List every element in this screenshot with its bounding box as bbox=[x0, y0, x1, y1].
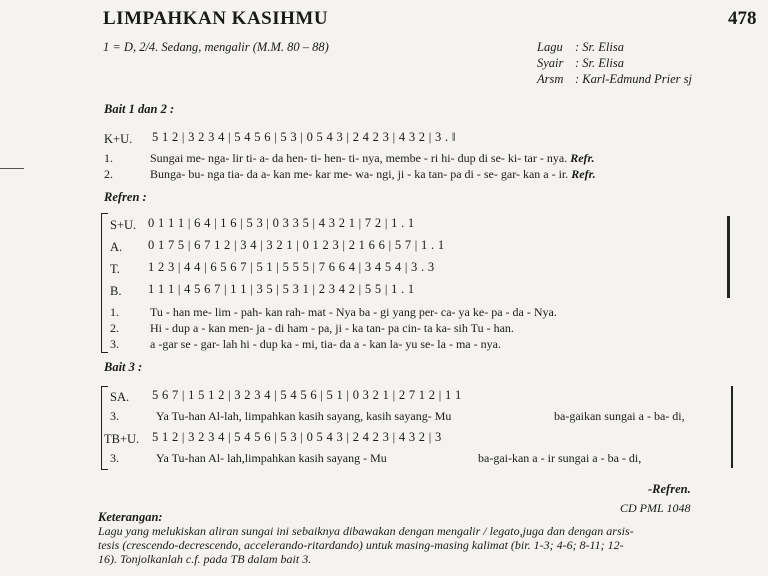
lyric-num: 2. bbox=[104, 167, 113, 181]
lyric-text: Sungai me- nga- lir ti- a- da hen- ti- hen- ti- nya, membe - ri hi- dup di se- ki- tar - nya. bbox=[150, 151, 568, 165]
voice-notes-a: 0 1 7 5 | 6 7 1 2 | 3 4 | 3 2 1 | 0 1 2 3 | 2 1 6 6 | 5 7 | 1 . 1 bbox=[148, 238, 445, 252]
keterangan-line: tesis (crescendo-decrescendo, accelerando-ritardando) untuk masing-masing kalimat (bir. 1-3; 4-6; 8-11; 12- bbox=[98, 538, 624, 552]
refren-final-bar bbox=[727, 216, 730, 298]
keterangan-body bbox=[98, 524, 634, 566]
refren-system-bracket bbox=[101, 213, 108, 353]
bait3-lyric-tb bbox=[110, 451, 387, 466]
credit-arsm bbox=[537, 72, 692, 87]
bait12-voice-label: K+U. bbox=[104, 132, 133, 146]
credit-lagu bbox=[537, 40, 624, 55]
voice-notes-t: 1 2 3 | 4 4 | 6 5 6 7 | 5 1 | 5 5 5 | 7 6 6 4 | 3 4 5 4 | 3 . 3 bbox=[148, 260, 435, 274]
voice-label-su: S+U. bbox=[110, 218, 137, 232]
credit-syair bbox=[537, 56, 624, 71]
lyric-text: Hi - dup a - kan men- ja - di ham - pa, ji - ka tan- pa cin- ta ka- sih Tu - han. bbox=[150, 321, 514, 335]
refren-lyric-1 bbox=[110, 305, 557, 320]
bait3-heading: Bait 3 : bbox=[104, 360, 143, 374]
lyric-text: Ya Tu-han Al-lah, limpahkan kasih sayang, kasih sayang- Mu bbox=[156, 409, 452, 423]
lyric-text: Tu - han me- lim - pah- kan rah- mat - Nya ba - gi yang per- ca- ya ke- pa - da - Nya. bbox=[150, 305, 557, 319]
page-number: 478 bbox=[728, 8, 757, 29]
lyric-num: 3. bbox=[110, 409, 119, 423]
voice-label-b: B. bbox=[110, 284, 122, 298]
lyric-num: 3. bbox=[110, 451, 119, 465]
bait12-notes: 5 1 2 | 3 2 3 4 | 5 4 5 6 | 5 3 | 0 5 4 3 | 2 4 2 3 | 4 3 2 | 3 . ‖ bbox=[152, 130, 456, 144]
credit-key: Lagu bbox=[537, 40, 563, 54]
voice-label-tb: TB+U. bbox=[104, 432, 140, 446]
refren-lyric-2 bbox=[110, 321, 514, 336]
voice-notes-su: 0 1 1 1 | 6 4 | 1 6 | 5 3 | 0 3 3 5 | 4 3 2 1 | 7 2 | 1 . 1 bbox=[148, 216, 415, 230]
lyric-num: 2. bbox=[110, 321, 119, 335]
lyric-text: Ya Tu-han Al- lah,limpahkan kasih sayang - Mu bbox=[156, 451, 387, 465]
keterangan-line: Lagu yang melukiskan aliran sungai ini sebaiknya dibawakan dengan mengalir / legato,juga dan dengan arsis- bbox=[98, 524, 634, 538]
refren-lyric-3 bbox=[110, 337, 501, 352]
margin-mark bbox=[0, 168, 24, 169]
keterangan-line: 16). Tonjolkanlah c.f. pada TB dalam bait 3. bbox=[98, 552, 312, 566]
bait3-lyric-sa bbox=[110, 409, 451, 424]
cd-code: CD PML 1048 bbox=[620, 501, 691, 515]
bait3-system-bracket bbox=[101, 386, 108, 470]
lyric-num: 1. bbox=[104, 151, 113, 165]
lyric-num: 3. bbox=[110, 337, 119, 351]
refr-mark: Refr. bbox=[570, 151, 595, 165]
voice-notes-sa: 5 6 7 | 1 5 1 2 | 3 2 3 4 | 5 4 5 6 | 5 1 | 0 3 2 1 | 2 7 1 2 | 1 1 bbox=[152, 388, 462, 402]
voice-label-sa: SA. bbox=[110, 390, 130, 404]
song-title: LIMPAHKAN KASIHMU bbox=[103, 8, 329, 29]
bait12-heading: Bait 1 dan 2 : bbox=[104, 102, 175, 116]
credit-key: Arsm bbox=[537, 72, 564, 86]
credit-value: : Sr. Elisa bbox=[575, 40, 624, 54]
voice-notes-tb: 5 1 2 | 3 2 3 4 | 5 4 5 6 | 5 3 | 0 5 4 3 | 2 4 2 3 | 4 3 2 | 3 bbox=[152, 430, 442, 444]
bait3-lyric-sa-cont: ba-gaikan sungai a - ba- di, bbox=[554, 409, 685, 423]
bait3-end-bar bbox=[731, 386, 733, 468]
lyric-text: Bunga- bu- nga tia- da a- kan me- kar me- wa- ngi, ji - ka tan- pa di - se- gar- kan a - ir. bbox=[150, 167, 569, 181]
credit-value: : Sr. Elisa bbox=[575, 56, 624, 70]
voice-label-a: A. bbox=[110, 240, 123, 254]
refren-heading: Refren : bbox=[104, 190, 147, 204]
tempo-line: 1 = D, 2/4. Sedang, mengalir (M.M. 80 – 88) bbox=[103, 40, 329, 54]
bait3-lyric-tb-cont: ba-gai-kan a - ir sungai a - ba - di, bbox=[478, 451, 642, 465]
refren-end-mark: -Refren. bbox=[648, 482, 691, 496]
credit-value: : Karl-Edmund Prier sj bbox=[575, 72, 693, 86]
voice-notes-b: 1 1 1 | 4 5 6 7 | 1 1 | 3 5 | 5 3 1 | 2 3 4 2 | 5 5 | 1 . 1 bbox=[148, 282, 415, 296]
refr-mark: Refr. bbox=[571, 167, 596, 181]
keterangan-label: Keterangan: bbox=[98, 510, 163, 524]
bait12-lyric-1 bbox=[104, 151, 595, 166]
lyric-text: a -gar se - gar- lah hi - dup ka - mi, tia- da a - kan la- yu se- la - ma - nya. bbox=[150, 337, 501, 351]
bait12-lyric-2 bbox=[104, 167, 596, 182]
voice-label-t: T. bbox=[110, 262, 120, 276]
credit-key: Syair bbox=[537, 56, 564, 70]
lyric-num: 1. bbox=[110, 305, 119, 319]
